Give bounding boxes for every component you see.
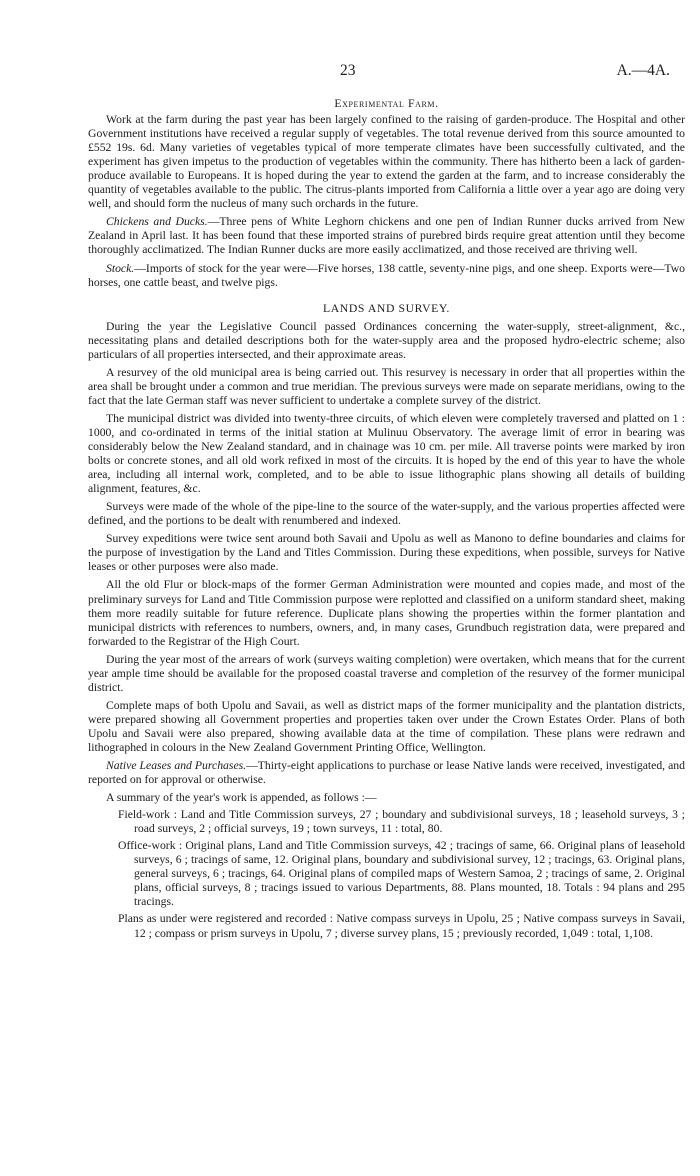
farm-paragraph: Work at the farm during the past year has been largely confined to the raising of garden-produce. The Hospital and other Government institutions have received a regular supply of vegetables. The total revenue derived from this source amounted to £552 19s. 6d. Many varieties of vegetables typical of more temperate climates have been successfully cultivated, and the experiment has given impetus to the production of vegetables within the community. There has hitherto been a lack of garden-produce available to Europeans. It is hoped during the year to extend the garden at the farm, and to increase considerably the quantity of vegetables available to the public. The citrus-plants imported from California a little over a year ago are doing very well, and should form the nucleus of many such orchards in the future.	[88, 113, 685, 211]
office-work-entry: Office-work : Original plans, Land and Title Commission surveys, 42 ; tracings of same, 66. Original plans of leasehold surveys, 6 ; tracings of same, 12. Original plans, boundary and subdivisional survey, 12 ; tracings, 63. Original plans, general surveys, 6 ; tracings, 64. Original plans of compiled maps of Western Samoa, 2 ; tracings of same, 2. Original plans, official surveys, 8 ; tracings issued to various Departments, 88. Plans mounted, 18. Totals : 94 plans and 295 tracings.	[118, 839, 685, 909]
chickens-ducks-text: —Three pens of White Leghorn chickens and one pen of Indian Runner ducks arrived from New Zealand in April last. It has been found that these imported strains of purebred birds require great attention until they become thoroughly acclimatized. The Indian Runner ducks are more easily acclimatized, and those received are thriving well.	[88, 215, 685, 257]
page-header	[88, 62, 670, 84]
document-reference: A.—4A.	[616, 62, 670, 79]
page-number: 23	[340, 62, 356, 79]
field-work-entry: Field-work : Land and Title Commission surveys, 27 ; boundary and subdivisional surveys, 18 ; leasehold surveys, 3 ; road surveys, 2 ; official surveys, 19 ; town surveys, 11 : total, 80.	[118, 808, 685, 836]
section-title-experimental-farm: Experimental Farm.	[334, 97, 439, 110]
ordinances-paragraph: During the year the Legislative Council passed Ordinances concerning the water-supply, street-alignment, &c., necessitating plans and detailed descriptions both for the water-supply area and the proposed hydro-electric scheme; also particulars of all properties intersected, and their approximate areas.	[88, 319, 685, 361]
pipeline-paragraph: Surveys were made of the whole of the pipe-line to the source of the water-supply, and the various properties affected were defined, and the portions to be dealt with renumbered and indexed.	[88, 500, 685, 528]
page-body	[88, 97, 685, 944]
circuits-paragraph: The municipal district was divided into twenty-three circuits, of which eleven were completely traversed and platted on 1 : 1000, and co-ordinated in terms of the initial station at Mulinuu Observatory. The average limit of error in bearing was considerably below the New Zealand standard, and in chainage was 10 cm. per mile. All traverse points were marked by iron bolts or concrete stones, and all old work refixed in most of the circuits. It is hoped by the end of this year to have the whole area, including all internal work, completed, and to be able to issue lithographic plans showing all details of building alignment, features, &c.	[88, 411, 685, 496]
stock-label: Stock.	[106, 261, 135, 275]
block-maps-paragraph: All the old Flur or block-maps of the former German Administration were mounted and copies made, and most of the preliminary surveys for Land and Title Commission purpose were replotted and classified on a uniform standard sheet, making them more readily suitable for future reference. Duplicate plans showing the properties within the former plantation and municipal districts with references to numbers, owners, and, in many cases, Grundbuch registration data, were prepared and forwarded to the Registrar of the High Court.	[88, 578, 685, 648]
stock-text: —Imports of stock for the year were—Five horses, 138 cattle, seventy-nine pigs, and one sheep. Exports were—Two horses, one cattle beast, and twelve pigs.	[88, 261, 685, 289]
summary-intro: A summary of the year's work is appended, as follows :—	[106, 791, 377, 805]
chickens-ducks-label: Chickens and Ducks.	[106, 215, 208, 229]
chickens-ducks-paragraph	[88, 215, 685, 257]
native-leases-text: —Thirty-eight applications to purchase or lease Native lands were received, investigated, and reported on for approval or otherwise.	[88, 759, 685, 787]
section-title-lands-survey: LANDS AND SURVEY.	[323, 301, 450, 315]
maps-paragraph: Complete maps of both Upolu and Savaii, as well as district maps of the former municipality and the plantation districts, were prepared showing all Government properties and properties taken over under the Crown Estates Order. Plans of both Upolu and Savaii were also prepared, showing available data at the time of compilation. These plans were redrawn and lithographed in colours in the New Zealand Government Printing Office, Wellington.	[88, 698, 685, 754]
resurvey-paragraph: A resurvey of the old municipal area is being carried out. This resurvey is necessary in order that all properties within the area shall be brought under a common and true meridian. The previous surveys were made on separate meridians, owing to the fact that the late German staff was never sufficient to undertake a complete survey of the district.	[88, 365, 685, 407]
arrears-paragraph: During the year most of the arrears of work (surveys waiting completion) were overtaken, which means that for the current year ample time should be available for the proposed coastal traverse and completion of the resurvey of the former municipal district.	[88, 652, 685, 694]
expeditions-paragraph: Survey expeditions were twice sent around both Savaii and Upolu as well as Manono to define boundaries and claims for the purpose of investigation by the Land and Titles Commission. During these expeditions, when possible, surveys for Native leases or other purposes were also made.	[88, 532, 685, 574]
plans-registered-entry: Plans as under were registered and recorded : Native compass surveys in Upolu, 25 ; Native compass surveys in Savaii, 12 ; compass or prism surveys in Upolu, 7 ; diverse survey plans, 15 ; previously recorded, 1,049 : total, 1,108.	[118, 912, 685, 940]
stock-paragraph	[88, 262, 685, 290]
native-leases-label: Native Leases and Purchases.	[106, 759, 247, 773]
native-leases-paragraph	[88, 759, 685, 787]
